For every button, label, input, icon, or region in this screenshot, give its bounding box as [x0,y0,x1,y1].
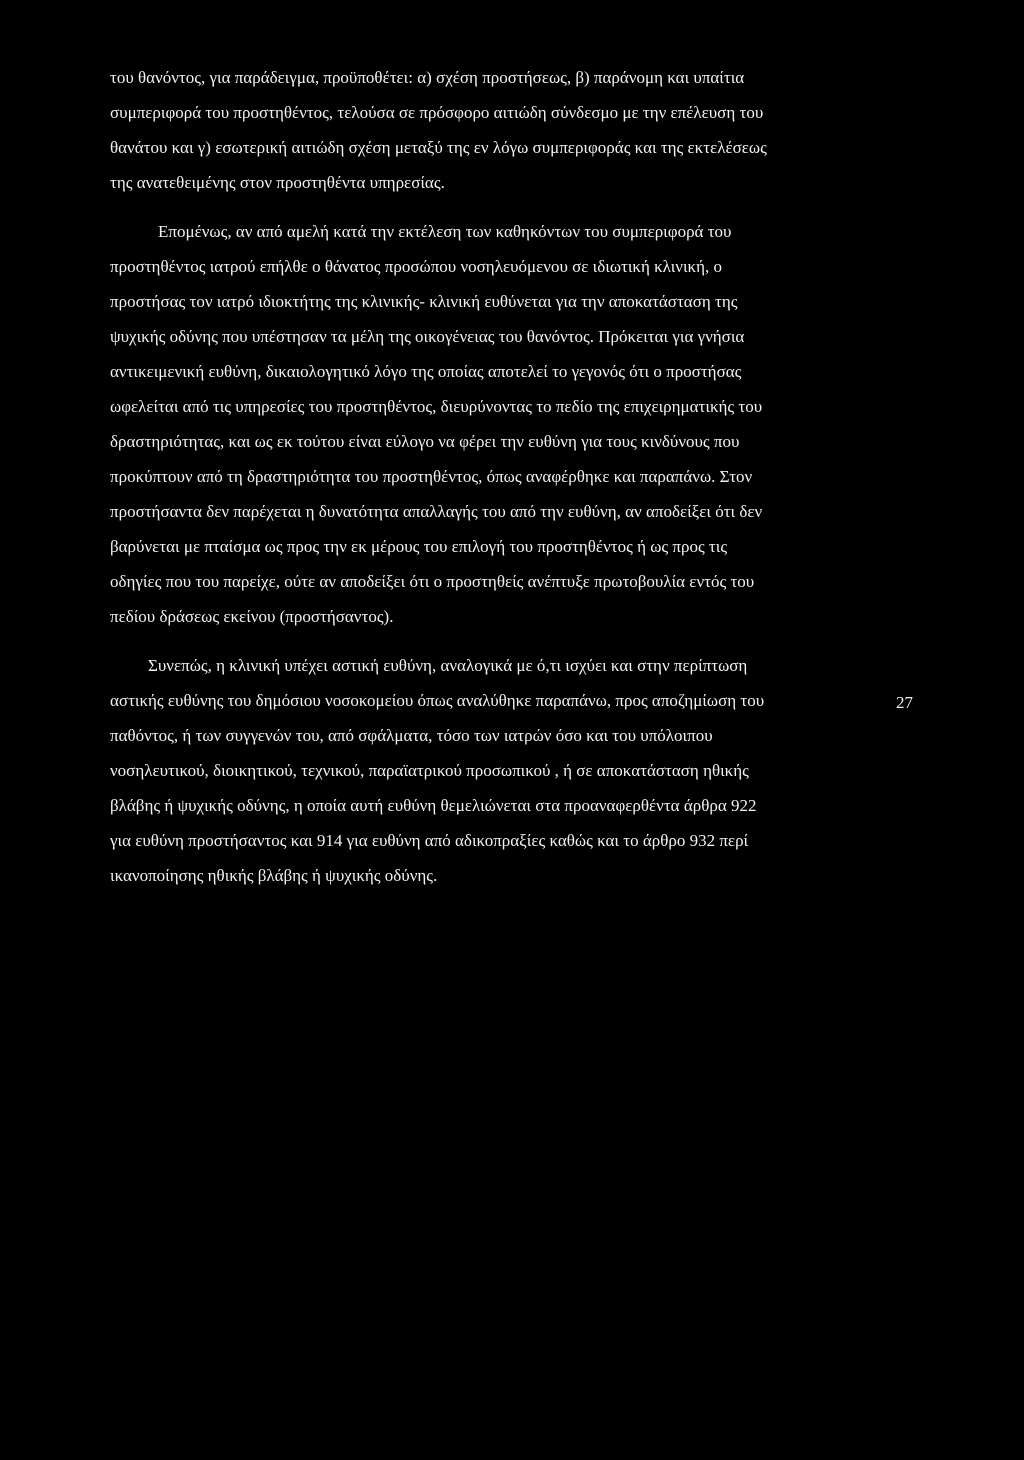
text-line: προκύπτουν από τη δραστηριότητα του προστηθέντος, όπως αναφέρθηκε και παραπάνω. Στον [110,467,753,486]
text-line: θανάτου και γ) εσωτερική αιτιώδη σχέση μεταξύ της εν λόγω συμπεριφοράς και της εκτελέσεως [110,138,767,157]
text-line: παθόντος, ή των συγγενών του, από σφάλματα, τόσο των ιατρών όσο και του υπόλοιπου [110,726,713,745]
text-line: βλάβης ή ψυχικής οδύνης, η οποία αυτή ευθύνη θεμελιώνεται στα προαναφερθέντα άρθρα 922 [110,796,757,815]
text-line: του θανόντος, για παράδειγμα, προϋποθέτει: α) σχέση προστήσεως, β) παράνομη και υπαίτια [110,68,745,87]
text-line: προστηθέντος ιατρού επήλθε ο θάνατος προσώπου νοσηλευόμενου σε ιδιωτική κλινική, ο [110,257,723,276]
text-line: ψυχικής οδύνης που υπέστησαν τα μέλη της οικογένειας του θανόντος. Πρόκειται για γνήσια [110,327,745,346]
text-line: αντικειμενική ευθύνη, δικαιολογητικό λόγο της οποίας αποτελεί το γεγονός ότι ο προστήσας [110,362,742,381]
text-line: συμπεριφορά του προστηθέντος, τελούσα σε πρόσφορο αιτιώδη σύνδεσμο με την επέλευση του [110,103,764,122]
text-line: αστικής ευθύνης του δημόσιου νοσοκομείου όπως αναλύθηκε παραπάνω, προς αποζημίωση του [110,691,765,710]
text-line: ικανοποίησης ηθικής βλάβης ή ψυχικής οδύνης. [110,866,438,885]
text-line: προστήσας τον ιατρό ιδιοκτήτης της κλινικής- κλινική ευθύνεται για την αποκατάσταση της [110,292,738,311]
text-line: προστήσαντα δεν παρέχεται η δυνατότητα απαλλαγής του από την ευθύνη, αν αποδείξει ότι δεν [110,502,763,521]
page-number: 27 [896,693,913,712]
text-line: της ανατεθειμένης στον προστηθέντα υπηρεσίας. [110,173,445,192]
text-line: Συνεπώς, η κλινική υπέχει αστική ευθύνη, αναλογικά με ό,τι ισχύει και στην περίπτωση [148,656,748,675]
text-line: νοσηλευτικού, διοικητικού, τεχνικού, παραϊατρικού προσωπικού , ή σε αποκατάσταση ηθικής [110,761,749,780]
text-line: ωφελείται από τις υπηρεσίες του προστηθέντος, διευρύνοντας το πεδίο της επιχειρηματικής του [110,397,763,416]
text-line: Επομένως, αν από αμελή κατά την εκτέλεση των καθηκόντων του συμπεριφορά του [158,222,732,241]
text-line: πεδίου δράσεως εκείνου (προστήσαντος). [110,607,394,626]
text-line: για ευθύνη προστήσαντος και 914 για ευθύνη από αδικοπραξίες καθώς και το άρθρο 932 περί [110,831,749,850]
text-line: δραστηριότητας, και ως εκ τούτου είναι εύλογο να φέρει την ευθύνη για τους κινδύνους που [110,432,740,451]
text-line: βαρύνεται με πταίσμα ως προς την εκ μέρους του επιλογή του προστηθέντος ή ως προς τις [110,537,728,556]
text-line: οδηγίες που του παρείχε, ούτε αν αποδείξει ότι ο προστηθείς ανέπτυξε πρωτοβουλία εντός του [110,572,755,591]
